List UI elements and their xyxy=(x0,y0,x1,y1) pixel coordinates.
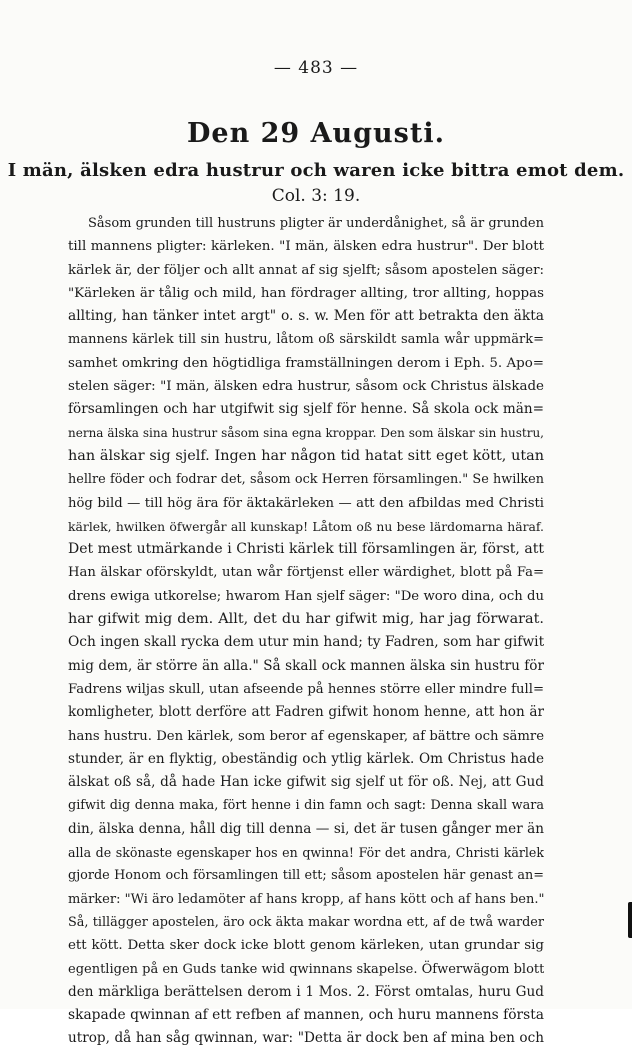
body-text xyxy=(68,212,544,1051)
text-line: församlingen och har utgifwit sig sjelf för henne. Så skola ock män= xyxy=(68,401,544,418)
text-line: din, älska denna, håll dig till denna — si, det är tusen gånger mer än xyxy=(68,820,544,837)
text-line: till mannens pligter: kärleken. "I män, älsken edra hustrur". Der blott xyxy=(68,239,544,255)
text-line: skapade qwinnan af ett refben af mannen, och huru mannens första xyxy=(68,1007,544,1024)
text-line: Det mest utmärkande i Christi kärlek till församlingen är, först, att xyxy=(68,541,544,558)
text-line: hellre föder och fodrar det, såsom ock Herren församlingen." Se hwilken xyxy=(68,472,544,488)
text-line: mig dem, är större än alla." Så skall ock mannen älska sin hustru för xyxy=(68,657,544,674)
text-line: "Kärleken är tålig och mild, han fördrager allting, tror allting, hoppas xyxy=(68,285,544,301)
text-line: alla de skönaste egenskaper hos en qwinna! För det andra, Christi kärlek xyxy=(68,845,544,861)
text-line: Såsom grunden till hustruns pligter är underdånighet, så är grunden xyxy=(88,216,544,231)
text-line: hans hustru. Den kärlek, som beror af egenskaper, af bättre och sämre xyxy=(68,728,544,744)
text-line: Han älskar oförskyldt, utan wår förtjenst eller wärdighet, blott på Fa= xyxy=(68,565,544,581)
text-line: ett kött. Detta sker dock icke blott genom kärleken, utan grundar sig xyxy=(68,938,544,954)
page-number: — 483 — xyxy=(273,58,359,78)
text-line: Fadrens wiljas skull, utan afseende på hennes större eller mindre full= xyxy=(68,681,544,697)
text-line: samhet omkring den högtidliga framställningen derom i Eph. 5. Apo= xyxy=(68,355,544,371)
page-edge-mark xyxy=(628,902,632,938)
text-line: Och ingen skall rycka dem utur min hand; ty Fadren, som har gifwit xyxy=(68,634,544,651)
text-line: den märkliga berättelsen derom i 1 Mos. 2. Först omtalas, huru Gud xyxy=(68,983,544,1000)
text-line: hög bild — till hög ära för äktakärleken — att den afbildas med Christi xyxy=(68,495,544,511)
text-line: stelen säger: "I män, älsken edra hustrur, såsom ock Christus älskade xyxy=(68,379,544,395)
text-line: Så, tillägger apostelen, äro ock äkta makar wordna ett, af de twå warder xyxy=(68,914,544,930)
text-line: har gifwit mig dem. Allt, det du har gifwit mig, har jag förwarat. xyxy=(68,611,544,628)
text-line: kärlek, hwilken öfwergår all kunskap! Låtom oß nu bese lärdomarna häraf. xyxy=(68,518,544,534)
text-line: komligheter, blott derföre att Fadren gifwit honom henne, att hon är xyxy=(68,704,544,721)
text-line: utrop, då han såg qwinnan, war: "Detta är dock ben af mina ben och xyxy=(68,1030,544,1047)
scripture-quote: I män, älsken edra hustrur och waren icke bittra emot dem. xyxy=(7,160,625,181)
text-line: stunder, är en flyktig, obeständig och ytlig kärlek. Om Christus hade xyxy=(68,750,544,767)
text-line: kärlek är, der följer och allt annat af sig sjelft; såsom apostelen säger: xyxy=(68,262,544,278)
text-line: märker: "Wi äro ledamöter af hans kropp, af hans kött och af hans ben." xyxy=(68,891,544,907)
text-line: gjorde Honom och församlingen till ett; såsom apostelen här genast an= xyxy=(68,868,544,884)
text-line: allting, han tänker intet argt" o. s. w. Men för att betrakta den äkta xyxy=(68,308,544,325)
page-title: Den 29 Augusti. xyxy=(186,118,445,149)
text-line: älskat oß så, då hade Han icke gifwit sig sjelf ut för oß. Nej, att Gud xyxy=(68,774,544,791)
text-line: drens ewiga utkorelse; hwarom Han sjelf säger: "De woro dina, och du xyxy=(68,588,544,604)
text-line: mannens kärlek till sin hustru, låtom oß särskildt samla wår uppmärk= xyxy=(68,332,544,348)
text-line: gifwit dig denna maka, fört henne i din famn och sagt: Denna skall wara xyxy=(68,798,544,814)
scripture-reference: Col. 3: 19. xyxy=(271,186,361,206)
text-line: nerna älska sina hustrur såsom sina egna kroppar. Den som älskar sin hustru, xyxy=(68,425,544,440)
text-line: egentligen på en Guds tanke wid qwinnans skapelse. Öfwerwägom blott xyxy=(68,961,544,977)
text-line: han älskar sig sjelf. Ingen har någon tid hatat sitt eget kött, utan xyxy=(68,447,544,464)
